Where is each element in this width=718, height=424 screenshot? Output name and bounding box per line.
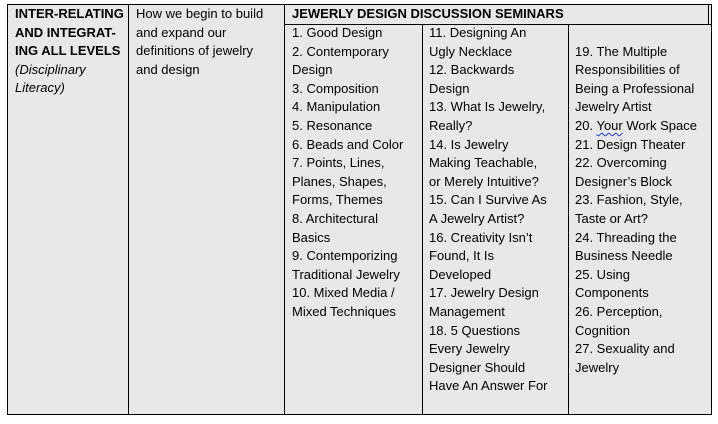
seminar-item: Business Needle [575, 248, 673, 264]
seminar-item: Forms, Themes [292, 192, 383, 208]
seminar-item: Found, It Is [429, 248, 495, 264]
seminar-item: Designer’s Block [575, 173, 673, 189]
seminar-item: 23. Fashion, Style, [575, 192, 683, 208]
seminar-item: 13. What Is Jewelry, [429, 99, 546, 115]
seminar-item: Taste or Art? [575, 210, 648, 226]
seminar-item: 21. Design Theater [575, 136, 686, 152]
seminar-item: Planes, Shapes, [292, 173, 387, 189]
seminar-item: Jewelry Artist [575, 99, 652, 115]
seminar-item: Management [429, 303, 505, 319]
seminar-item: Traditional Jewelry [292, 266, 400, 282]
seminar-item: Designer Should [429, 359, 526, 375]
seminar-item: 22. Overcoming [575, 155, 667, 171]
seminar-item: 25. Using [575, 266, 630, 282]
seminar-list-c [575, 43, 697, 378]
seminar-item: 12. Backwards [429, 62, 515, 78]
seminar-list-a [292, 24, 403, 322]
column-divider [708, 5, 709, 24]
seminar-item: or Merely Intuitive? [429, 173, 539, 189]
seminar-item: 24. Threading the [575, 229, 677, 245]
seminar-item: Design [429, 80, 470, 96]
item-text: Work Space [626, 117, 697, 133]
seminar-item: Responsibilities of [575, 62, 680, 78]
seminar-item: 1. Good Design [292, 25, 383, 40]
column-divider [128, 5, 129, 414]
seminar-item: 5. Resonance [292, 117, 373, 133]
seminar-item: Mixed Techniques [292, 303, 396, 319]
seminar-item: Developed [429, 266, 492, 282]
description-line: How we begin to build [136, 6, 264, 21]
seminar-item: A Jewelry Artist? [429, 210, 525, 226]
seminar-item: 11. Designing An [429, 25, 527, 40]
section-heading-cell [15, 5, 124, 98]
seminar-item: 4. Manipulation [292, 99, 381, 115]
seminar-item: 27. Sexuality and [575, 341, 675, 357]
seminar-item: 16. Creativity Isn’t [429, 229, 533, 245]
seminar-item: 7. Points, Lines, [292, 155, 385, 171]
section-subtitle-line: (Disciplinary [15, 61, 86, 77]
seminars-header: JEWERLY DESIGN DISCUSSION SEMINARS [292, 6, 564, 21]
seminar-item: 10. Mixed Media / [292, 285, 395, 301]
seminar-item: Ugly Necklace [429, 43, 513, 59]
seminar-item: 6. Beads and Color [292, 136, 404, 152]
seminar-item: 3. Composition [292, 80, 379, 96]
column-divider [568, 24, 569, 414]
seminar-item: 9. Contemporizing [292, 248, 398, 264]
column-divider [284, 5, 285, 414]
seminar-item: Design [292, 62, 333, 78]
seminar-table [7, 4, 712, 415]
section-subtitle-line: Literacy) [15, 80, 65, 96]
seminar-item: Cognition [575, 322, 630, 338]
seminar-item: Basics [292, 229, 331, 245]
section-heading-line: AND INTEGRAT- [15, 24, 116, 40]
spellcheck-underlined-word: Your [596, 117, 623, 133]
seminar-item: Jewelry [575, 359, 620, 375]
seminar-item: Being a Professional [575, 80, 695, 96]
seminar-item: Making Teachable, [429, 155, 538, 171]
seminar-item: Components [575, 285, 649, 301]
seminar-item: Really? [429, 117, 473, 133]
section-heading-line: INTER-RELATING [15, 6, 124, 21]
seminar-item: Every Jewelry [429, 341, 510, 357]
description-line: definitions of jewelry [136, 43, 254, 59]
seminar-item: 15. Can I Survive As [429, 192, 547, 208]
seminar-item: 19. The Multiple [575, 43, 668, 59]
description-cell [136, 5, 263, 79]
seminar-item: 2. Contemporary [292, 43, 389, 59]
seminar-item: 17. Jewelry Design [429, 285, 539, 301]
seminar-list-b [429, 24, 548, 396]
section-heading-line: ING ALL LEVELS [15, 43, 121, 59]
seminar-item: 8. Architectural [292, 210, 378, 226]
seminar-item-work-space [575, 117, 697, 136]
seminar-item: Have An Answer For [429, 378, 548, 394]
item-number: 20. [575, 117, 594, 133]
column-divider [422, 24, 423, 414]
seminar-item: 14. Is Jewelry [429, 136, 509, 152]
description-line: and expand our [136, 24, 227, 40]
seminar-item: 18. 5 Questions [429, 322, 521, 338]
description-line: and design [136, 61, 200, 77]
seminar-item: 26. Perception, [575, 303, 663, 319]
